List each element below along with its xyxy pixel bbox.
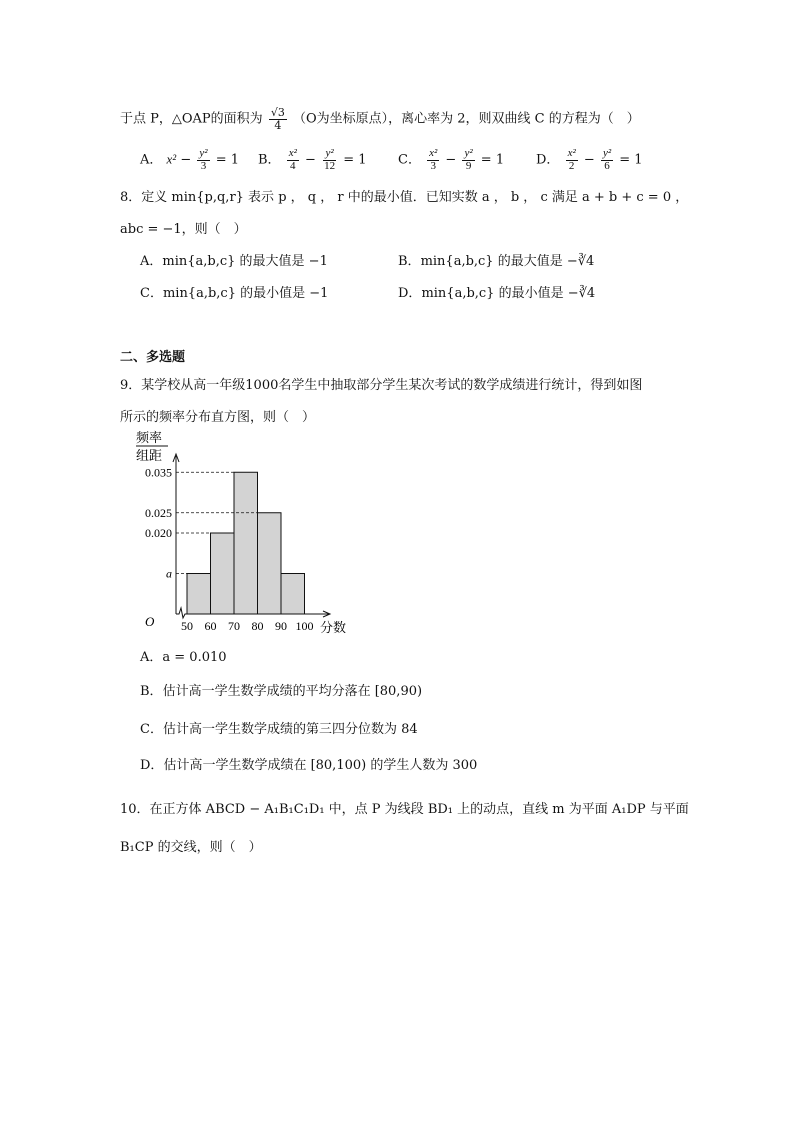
- q7-c-left-den: 3: [430, 159, 436, 172]
- q9-option-c-text: 估计高一学生数学成绩的第三四分位数为 84: [162, 722, 418, 737]
- q7-c-right-num: y²: [464, 147, 473, 159]
- q8-option-c: [140, 282, 328, 301]
- q8-option-c-label: C．: [140, 286, 163, 301]
- q7-b-left-den: 4: [290, 159, 296, 172]
- q7-option-a-left: x²: [166, 151, 177, 167]
- q9-option-c: [140, 718, 418, 737]
- q9-line1: 9．某学校从高一年级1000名学生中抽取部分学生某次考试的数学成绩进行统计，得到如图: [120, 378, 643, 393]
- q7-line1-pre: 于点 P，△OAP的面积为: [120, 111, 263, 127]
- x-tick-label-90: 90: [275, 619, 287, 633]
- x-axis-label: 分数: [320, 620, 347, 635]
- q9-option-a: [140, 646, 227, 665]
- q7-b-right-num: y²: [325, 147, 334, 159]
- histogram-bar-70-80: [234, 472, 258, 614]
- q7-c-left-num: x²: [429, 147, 438, 159]
- q8-option-d: [398, 282, 595, 301]
- q7-option-b-label: B．: [258, 152, 281, 168]
- q7-area-fraction: [269, 107, 287, 131]
- q7-b-right-den: 12: [324, 159, 336, 172]
- q7-line1: [120, 107, 640, 131]
- y-tick-label-a: a: [166, 566, 172, 581]
- q9-option-b-label: B．: [140, 684, 163, 699]
- y-tick-label-0.025: 0.025: [145, 505, 172, 520]
- q8-option-a: [140, 250, 328, 269]
- q8-line1: 8．定义 min{p,q,r} 表示 p ， q ， r 中的最小值．已知实数 a ， b ， c 满足 a + b + c = 0 ，: [120, 190, 689, 205]
- q9-option-a-text: a = 0.010: [162, 650, 227, 665]
- q9-option-d: [140, 754, 477, 773]
- q8-option-c-text: min{a,b,c} 的最小值是 −1: [162, 286, 329, 301]
- q7-area-num: √3: [270, 106, 285, 119]
- origin-label: O: [145, 614, 155, 629]
- x-tick-label-60: 60: [204, 619, 217, 633]
- q9-option-b-text: 估计高一学生数学成绩的平均分落在 [80,90): [162, 684, 423, 699]
- q7-a-right-num: y²: [199, 147, 208, 159]
- q9-option-d-text: 估计高一学生数学成绩在 [80,100) 的学生人数为 300: [163, 758, 478, 773]
- q7-option-b-tail: = 1: [343, 152, 367, 168]
- q7-d-left-num: x²: [567, 147, 576, 159]
- q7-option-c: C． $\frac{\text{x²}}{3}$ − $\frac{\text{y²}}{9}$ = 1: [398, 147, 505, 172]
- q7-option-d-label: D．: [536, 152, 560, 168]
- q7-option-a-label: A．: [140, 152, 163, 168]
- q8-option-d-text: min{a,b,c} 的最小值是 −∛4: [421, 286, 596, 301]
- q8-option-a-text: min{a,b,c} 的最大值是 −1: [162, 254, 328, 269]
- y-axis-label-top: 频率: [136, 430, 163, 445]
- q10-line2: B₁CP 的交线，则（ ）: [120, 840, 262, 855]
- histogram-marks: [145, 454, 330, 633]
- histogram-bar-90-100: [281, 574, 305, 615]
- q8-option-b-label: B．: [398, 254, 421, 269]
- histogram-bar-60-70: [211, 533, 235, 614]
- q8-option-b: [398, 250, 594, 269]
- q7-option-a-right: [197, 148, 209, 172]
- frequency-histogram: [110, 428, 360, 640]
- q7-option-c-label: C．: [398, 152, 421, 168]
- q9-line2: 所示的频率分布直方图，则（ ）: [120, 410, 316, 425]
- q7-option-d-right: [601, 148, 613, 172]
- q7-option-a: A． x² − $\frac{\text{y²}}{3}$ = 1: [140, 147, 240, 172]
- q7-option-b-right: [322, 148, 337, 172]
- q7-d-right-den: 6: [604, 159, 610, 172]
- q9-option-c-label: C．: [140, 722, 163, 737]
- x-tick-label-80: 80: [251, 619, 264, 633]
- q7-c-right-den: 9: [465, 159, 472, 172]
- q10-line1: 10．在正方体 ABCD − A₁B₁C₁D₁ 中，点 P 为线段 BD₁ 上的动点，直线 m 为平面 A₁DP 与平面: [120, 802, 689, 817]
- q7-d-right-num: y²: [602, 147, 612, 159]
- y-axis-label-bottom: 组距: [136, 448, 163, 463]
- q8-line2: abc = −1，则（ ）: [120, 222, 247, 237]
- q7-option-d-left: [566, 148, 578, 172]
- histogram-bar-50-60: [187, 574, 211, 615]
- x-tick-label-70: 70: [228, 619, 240, 633]
- q7-a-right-den: 3: [200, 159, 207, 172]
- q9-option-a-label: A．: [140, 650, 163, 665]
- q7-option-a-tail: = 1: [215, 152, 240, 168]
- q8-option-d-label: D．: [398, 286, 422, 301]
- q9-option-b: [140, 680, 422, 699]
- q7-area-den: 4: [274, 118, 282, 132]
- q7-line1-post: （O为坐标原点），离心率为 2，则双曲线 C 的方程为（ ）: [292, 111, 640, 127]
- q8-option-b-text: min{a,b,c} 的最大值是 −∛4: [420, 254, 595, 269]
- q7-option-b-left: [287, 148, 299, 172]
- q7-d-left-den: 2: [568, 159, 575, 172]
- x-tick-label-50: 50: [181, 619, 193, 633]
- q7-option-b: B． $\frac{\text{x²}}{4}$ − $\frac{\text{y²}}{12}$ = 1: [258, 147, 367, 172]
- y-tick-label-0.035: 0.035: [145, 465, 172, 480]
- histogram-bar-80-90: [258, 513, 282, 614]
- y-tick-label-0.020: 0.020: [145, 526, 172, 540]
- section-title: 二、多选题: [120, 350, 186, 365]
- q7-option-c-right: [462, 148, 474, 172]
- q7-option-c-tail: = 1: [480, 152, 505, 168]
- q7-option-d: D． $\frac{\text{x²}}{2}$ − $\frac{\text{y²}}{6}$ = 1: [536, 147, 643, 172]
- q7-b-left-num: x²: [288, 147, 297, 159]
- q8-option-a-label: A．: [140, 254, 163, 269]
- x-tick-label-100: 100: [295, 619, 314, 633]
- q9-option-d-label: D．: [140, 758, 164, 773]
- q7-option-c-left: [427, 148, 439, 172]
- q7-option-d-tail: = 1: [619, 152, 643, 168]
